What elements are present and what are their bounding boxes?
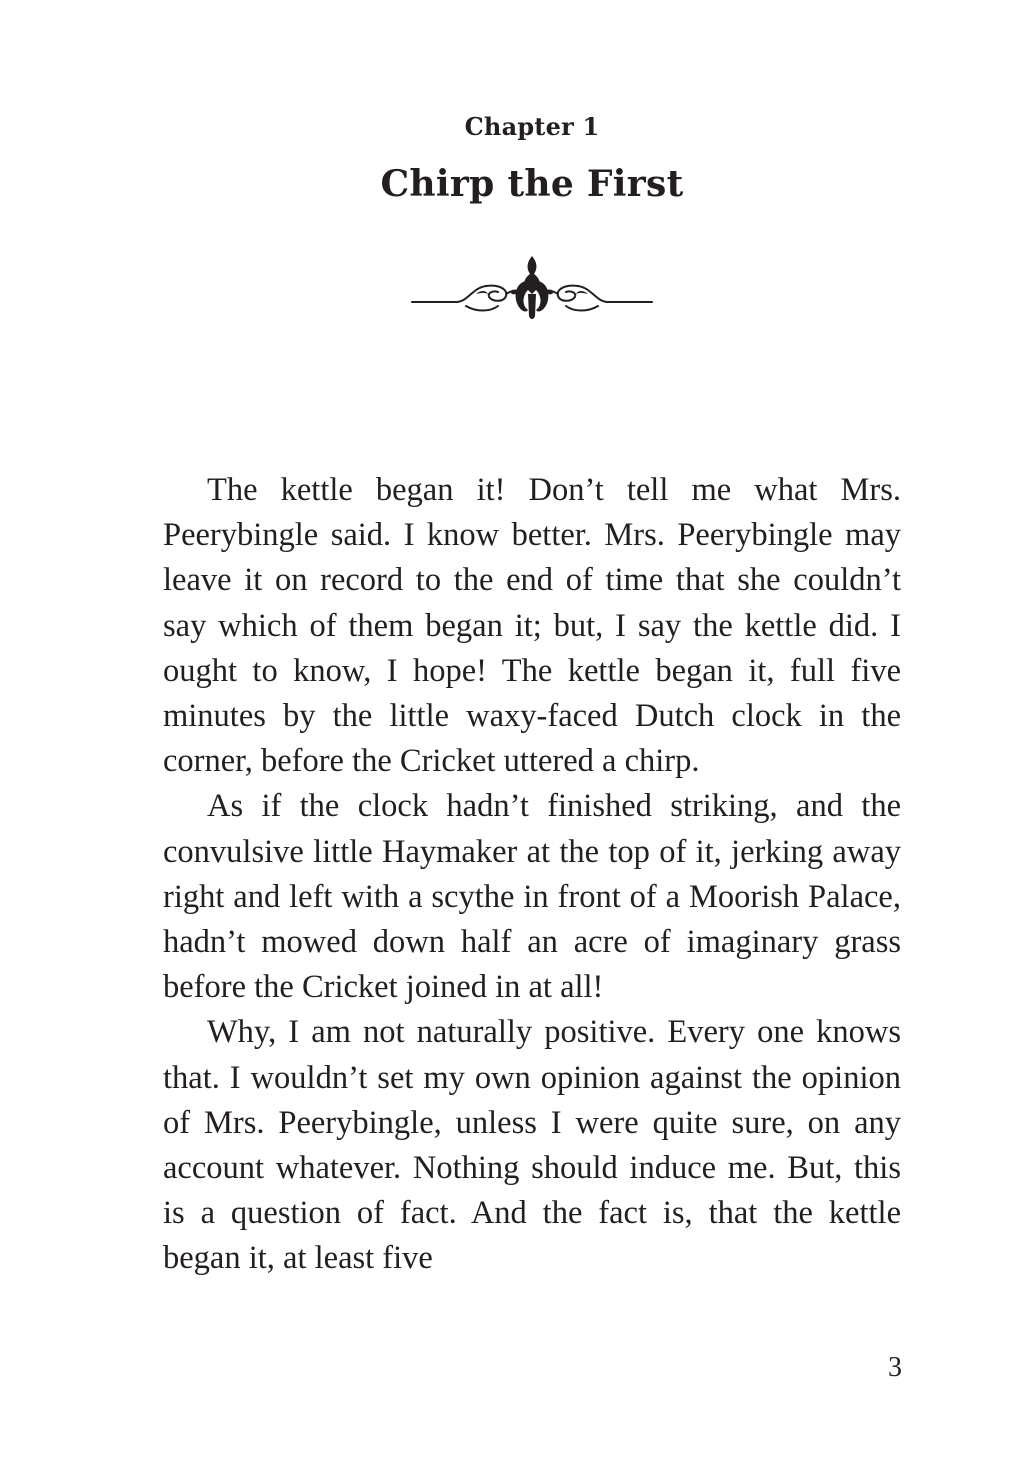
paragraph: As if the clock hadn’t finished striking, and the convulsive little Haymaker at the top of it, jerking away right and left with a scythe in front of a Moorish Palace, hadn’t mowed down half an acre of imaginary grass before the Cricket joined in at all! xyxy=(163,788,901,1006)
fleuron-ornament-icon xyxy=(410,250,654,322)
chapter-title: Chirp the First xyxy=(380,163,684,205)
paragraph: Why, I am not naturally positive. Every one knows that. I wouldn’t set my own opinion against the opinion of Mrs. Peerybingle, unless I were quite sure, on any account whatever. Nothing should induce me. But, this is a question of fact. And the fact is, that the kettle began it, at least five xyxy=(163,1014,901,1277)
paragraph: The kettle began it! Don’t tell me what Mrs. Peerybingle said. I know better. Mrs. Peerybingle may leave it on record to the end of time that she couldn’t say which of them began it; but, I say the kettle did. I ought to know, I hope! The kettle began it, full five minutes by the little waxy-faced Dutch clock in the corner, before the Cricket uttered a chirp. xyxy=(163,472,901,780)
page-number: 3 xyxy=(888,1352,902,1383)
chapter-label: Chapter 1 xyxy=(464,112,600,141)
chapter-body xyxy=(163,468,901,1282)
